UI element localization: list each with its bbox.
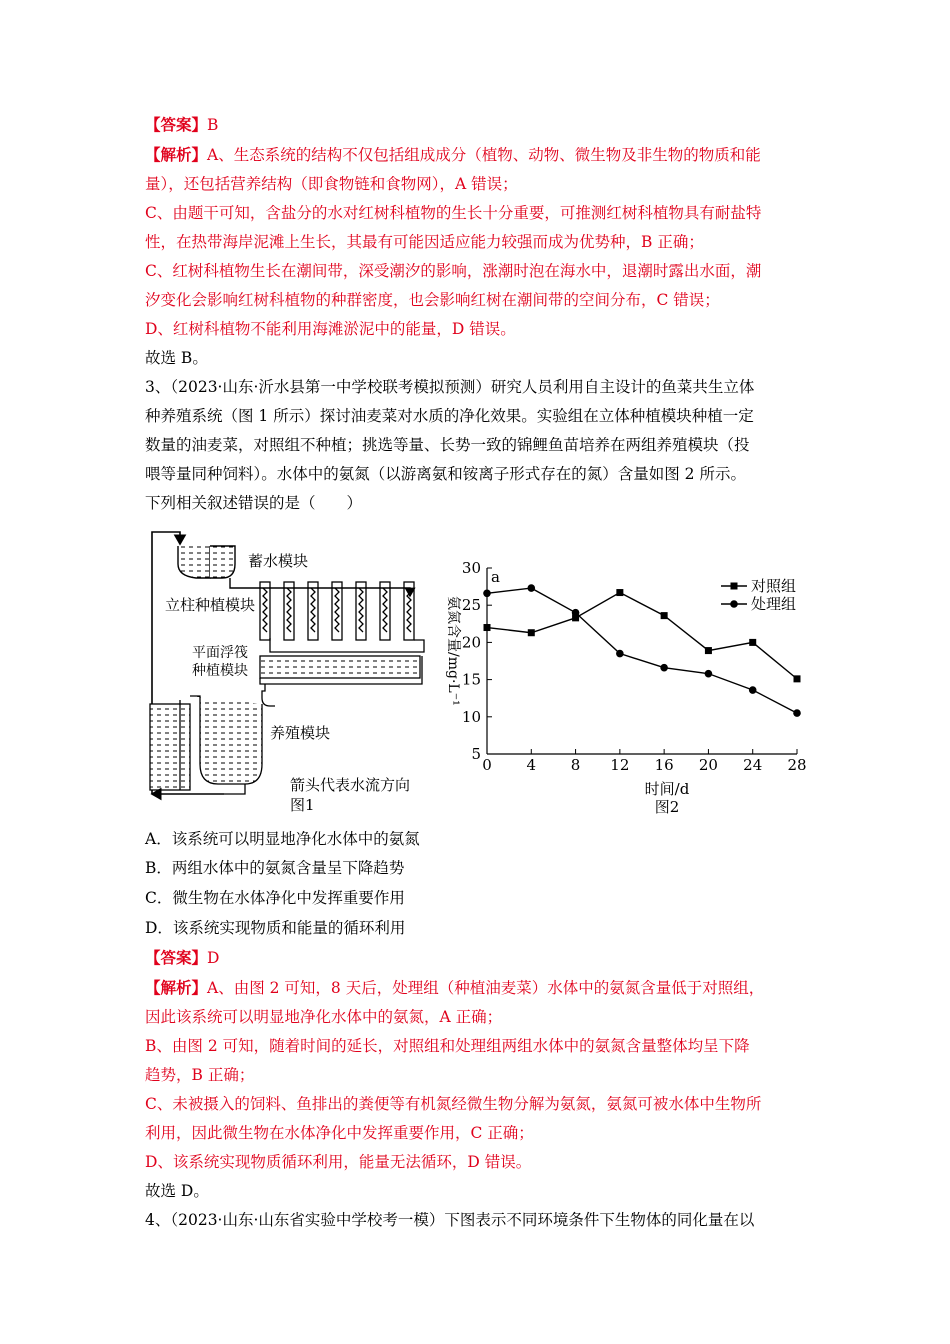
analysis-text: D、红树科植物不能利用海滩淤泥中的能量，D 错误。 [145, 320, 516, 338]
pipe-breed-out [224, 784, 245, 794]
answer-value: B [207, 116, 219, 134]
analysis-text: B、由图 2 可知，随着时间的延长，对照组和处理组两组水体中的氨氮含量整体均呈下降 [145, 1037, 750, 1055]
data-point-square [484, 624, 491, 631]
data-point-circle [660, 664, 668, 672]
chart-xlabel: 时间/d [644, 780, 690, 798]
analysis-text: A、生态系统的结构不仅包括组成成分（植物、动物、微生物及非生物的物质和能 [207, 146, 761, 164]
analysis-text: 趋势，B 正确； [145, 1066, 255, 1084]
label-arrow-note: 箭头代表水流方向 [290, 776, 411, 794]
data-point-square [705, 647, 712, 654]
analysis-text: 利用，因此微生物在水体净化中发挥重要作用，C 正确； [145, 1124, 534, 1142]
figure-2-chart [445, 556, 825, 818]
chart-ylabel: 氨氮含量/mg·L⁻¹ [445, 596, 461, 706]
data-point-circle [572, 609, 580, 617]
analysis-text: 汐变化会影响红树科植物的种群密度，也会影响红树在潮间带的空间分布，C 错误； [145, 291, 720, 309]
label-breed: 养殖模块 [270, 724, 331, 742]
chart-legend [721, 577, 796, 613]
option-d: D．该系统实现物质和能量的循环利用 [145, 919, 406, 937]
x-tick-label: 8 [570, 756, 581, 774]
analysis-text: 性，在热带海岸泥滩上生长，其最有可能因适应能力较强而成为优势种，B 正确； [145, 233, 704, 251]
analysis-text: 量），还包括营养结构（即食物链和食物网），A 错误； [145, 175, 518, 193]
question-stem: 下列相关叙述错误的是（ ） [145, 494, 363, 512]
data-point-square [528, 629, 535, 636]
y-tick-label: 5 [471, 745, 481, 763]
conclusion: 故选 B。 [145, 349, 208, 367]
y-tick-label: 10 [461, 707, 481, 726]
breeding-tank-large [190, 696, 262, 784]
y-tick-label: 20 [461, 633, 481, 652]
analysis-text: A、由图 2 可知，8 天后，处理组（种植油麦菜）水体中的氨氮含量低于对照组， [207, 979, 765, 997]
answer-line [145, 115, 218, 135]
label-storage: 蓄水模块 [248, 552, 309, 570]
x-tick-label: 20 [698, 756, 718, 774]
legend-label: 处理组 [751, 595, 797, 613]
answer-value: D [207, 949, 220, 967]
conclusion: 故选 D。 [145, 1182, 209, 1200]
storage-tank-left [178, 546, 210, 578]
data-point-circle [527, 584, 535, 592]
option-b: B．两组水体中的氨氮含量呈下降趋势 [145, 859, 405, 877]
data-point-square [794, 675, 801, 682]
raft-module [260, 656, 420, 678]
analysis-text: C、红树科植物生长在潮间带，深受潮汐的影响，涨潮时泡在海水中，退潮时露出水面，潮 [145, 262, 762, 280]
legend-marker-square [731, 583, 738, 590]
data-point-circle [483, 589, 491, 597]
chart-corner-label: a [491, 568, 500, 586]
y-tick-label: 30 [461, 559, 481, 577]
x-tick-label: 4 [526, 756, 537, 774]
legend-marker-circle [730, 600, 738, 608]
x-tick-label: 28 [787, 756, 807, 774]
breeding-tank-small [150, 704, 190, 790]
data-point-circle [749, 686, 757, 694]
y-tick-label: 25 [461, 596, 481, 615]
data-point-square [749, 639, 756, 646]
question-stem: 数量的油麦菜，对照组不种植；挑选等量、长势一致的锦鲤鱼苗培养在两组养殖模块（投 [145, 436, 750, 454]
figure-1-caption: 图1 [290, 796, 315, 814]
question-stem: 4、（2023·山东·山东省实验中学校考一模）下图表示不同环境条件下生物体的同化量在以 [145, 1211, 755, 1229]
analysis-line [145, 978, 764, 998]
figure-1-diagram [140, 526, 440, 816]
analysis-text: 因此该系统可以明显地净化水体中的氨氮，A 正确； [145, 1008, 503, 1026]
analysis-tag: 【解析】 [145, 145, 208, 164]
data-point-circle [793, 709, 801, 717]
question-stem: 种养殖系统（图 1 所示）探讨油麦菜对水质的净化效果。实验组在立体种植模块种植一定 [145, 407, 754, 425]
label-column: 立柱种植模块 [165, 596, 256, 614]
x-tick-label: 0 [482, 756, 492, 774]
analysis-tag: 【解析】 [145, 978, 208, 997]
pipe-storage-out [230, 578, 410, 596]
x-tick-label: 24 [743, 756, 763, 774]
legend-label: 对照组 [751, 577, 797, 595]
figure-2-caption: 图2 [654, 798, 680, 816]
column-modules [260, 582, 414, 640]
analysis-text: C、由题干可知，含盐分的水对红树科植物的生长十分重要，可推测红树科植物具有耐盐特 [145, 204, 762, 222]
option-c: C．微生物在水体净化中发挥重要作用 [145, 889, 405, 907]
question-stem: 3、（2023·山东·沂水县第一中学校联考模拟预测）研究人员利用自主设计的鱼菜共生立体 [145, 378, 755, 396]
label-raft-2: 种植模块 [192, 663, 248, 679]
analysis-text: D、该系统实现物质循环利用，能量无法循环，D 错误。 [145, 1153, 532, 1171]
data-point-circle [616, 650, 624, 658]
analysis-text: C、未被摄入的饲料、鱼排出的粪便等有机氮经微生物分解为氨氮，氨氮可被水体中生物所 [145, 1095, 762, 1113]
answer-line [145, 948, 219, 968]
x-tick-label: 12 [610, 756, 630, 774]
question-stem: 喂等量同种饲料）。水体中的氨氮（以游离氨和铵离子形式存在的氮）含量如图 2 所示。 [145, 465, 746, 483]
pipe-raft-out [262, 684, 275, 706]
analysis-line [145, 145, 761, 165]
x-tick-label: 16 [654, 756, 674, 774]
answer-tag: 【答案】 [145, 948, 208, 967]
data-point-square [616, 589, 623, 596]
storage-tank-right [210, 546, 235, 578]
label-raft-1: 平面浮筏 [192, 645, 248, 661]
answer-tag: 【答案】 [145, 115, 208, 134]
data-point-circle [705, 670, 713, 678]
option-a: A．该系统可以明显地净化水体中的氨氮 [145, 830, 420, 848]
y-tick-label: 15 [461, 670, 481, 689]
data-point-square [661, 612, 668, 619]
